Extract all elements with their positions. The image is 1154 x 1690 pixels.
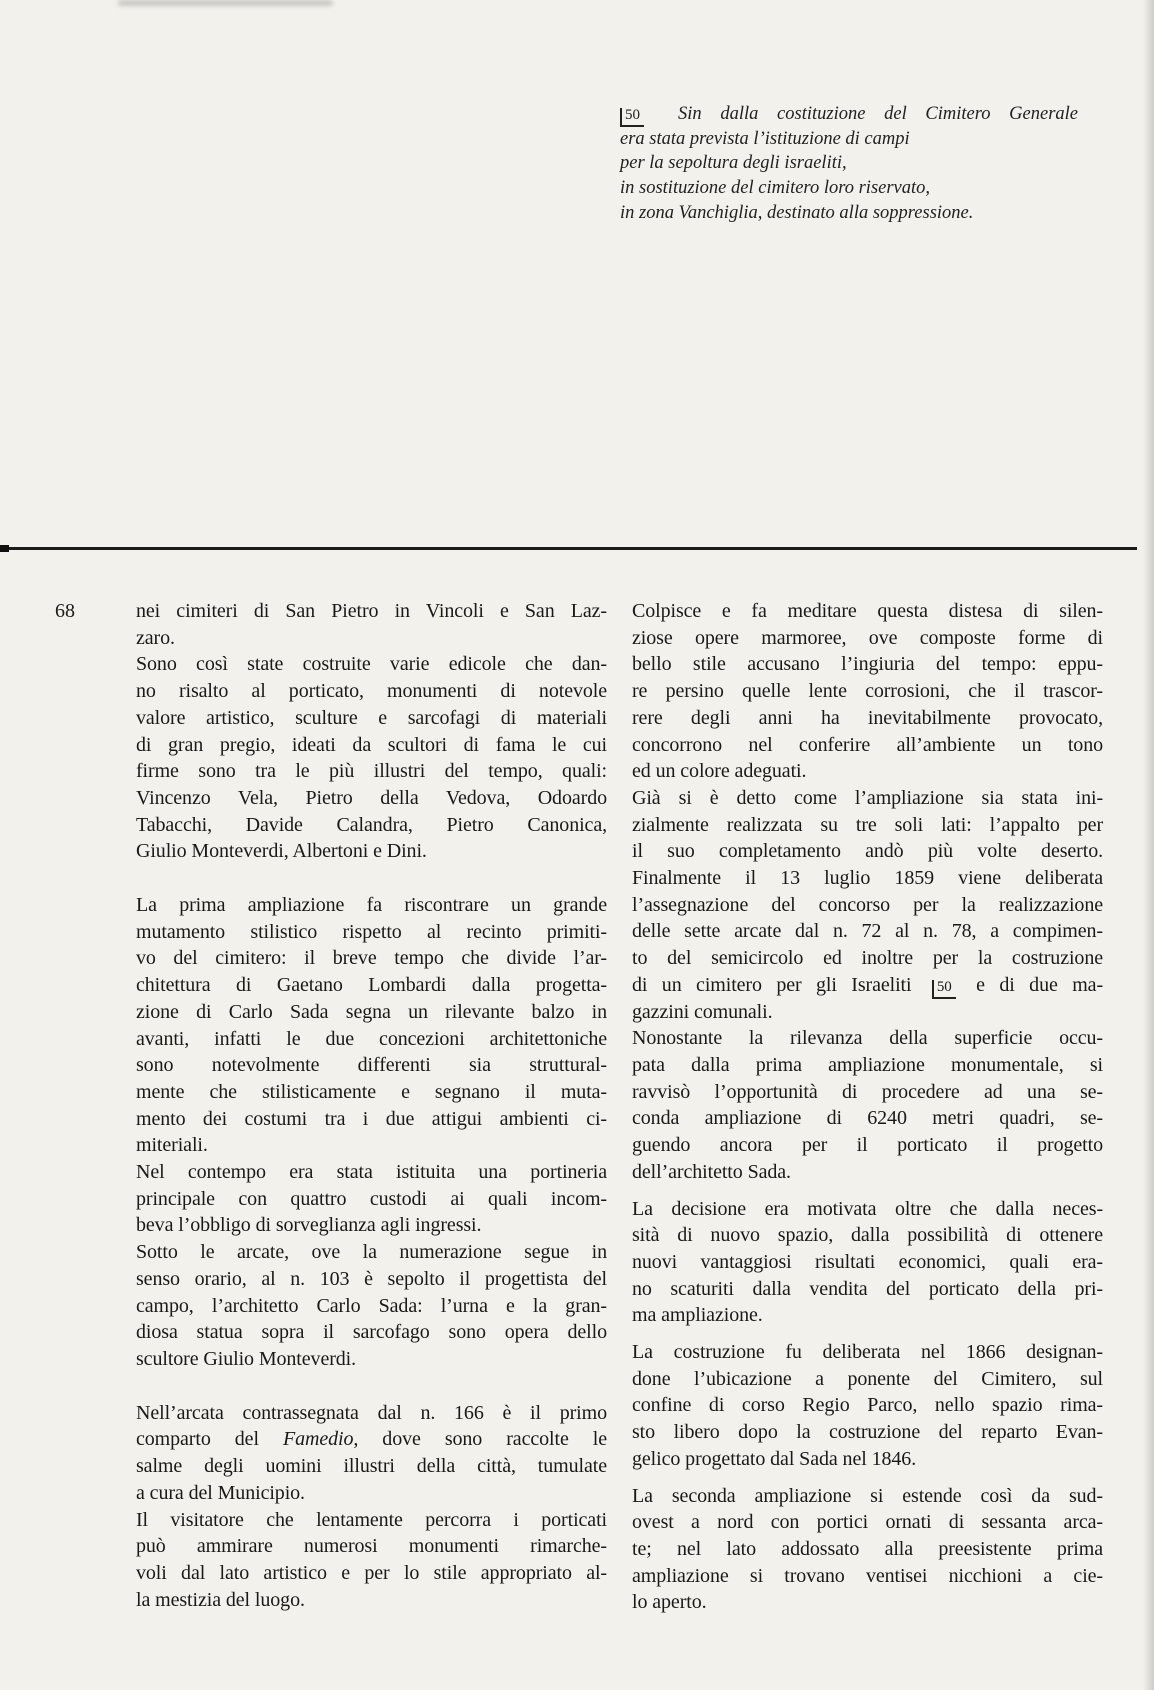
paragraph-block	[632, 1483, 1103, 1617]
footnote-marker: 50	[932, 980, 956, 999]
text-line: salme degli uomini illustri della città, tumulate	[136, 1455, 607, 1478]
text-line: senso orario, al n. 103 è sepolto il progettista del	[136, 1267, 607, 1290]
text-line: valore artistico, sculture e sarcofagi di materiali	[136, 706, 607, 729]
paragraph-block	[632, 1339, 1103, 1473]
text-line: ravvisò l’opportunità di procedere ad una se-	[632, 1080, 1103, 1103]
footnote-lines-container	[620, 127, 1078, 225]
text-line: mento dei costumi tra i due attigui ambienti ci-	[136, 1107, 607, 1130]
paragraph-block	[632, 1196, 1103, 1330]
divider-rule-end	[0, 545, 9, 552]
text-line: sono notevolmente differenti sia struttural-	[136, 1054, 607, 1077]
text-line: beva l’obbligo di sorveglianza agli ingressi.	[136, 1214, 482, 1237]
text-line: mutamento stilistico rispetto al recinto primiti-	[136, 920, 607, 943]
divider-rule	[0, 547, 1137, 550]
text-line: zione di Carlo Sada segna un rilevante balzo in	[136, 1000, 607, 1023]
text-line: guendo ancora per il porticato il progetto	[632, 1134, 1103, 1157]
footnote-line: per la sepoltura degli israeliti,	[620, 153, 847, 174]
paragraph-block	[136, 1400, 607, 1614]
text-line: no risalto al porticato, monumenti di notevole	[136, 680, 607, 703]
text-line: La seconda ampliazione si estende così da sud-	[632, 1484, 1103, 1507]
text-line: Tabacchi, Davide Calandra, Pietro Canonica,	[136, 813, 607, 836]
paragraph-block	[136, 598, 607, 865]
text-line: done l’ubicazione a ponente del Cimitero, sul	[632, 1367, 1103, 1390]
text-line: La costruzione fu deliberata nel 1866 designan-	[632, 1341, 1103, 1364]
paragraph-block	[136, 892, 607, 1373]
text-line: Giulio Monteverdi, Albertoni e Dini.	[136, 840, 427, 863]
text-line: bello stile accusano l’ingiuria del tempo: eppu-	[632, 653, 1103, 676]
text-line: principale con quattro custodi ai quali incom-	[136, 1187, 607, 1210]
text-line: delle sette arcate dal n. 72 al n. 78, a compimen-	[632, 920, 1103, 943]
text-line: vo del cimitero: il breve tempo che divide l’ar-	[136, 947, 607, 970]
text-line: dell’architetto Sada.	[632, 1160, 791, 1183]
text-line: confine di corso Regio Parco, nello spazio rima-	[632, 1394, 1103, 1417]
text-line: Vincenzo Vela, Pietro della Vedova, Odoardo	[136, 786, 607, 809]
text-line: conda ampliazione di 6240 metri quadri, se-	[632, 1107, 1103, 1130]
footnote-line: era stata prevista l’istituzione di campi	[620, 128, 910, 149]
text-line: La decisione era motivata oltre che dalla neces-	[632, 1197, 1103, 1220]
text-line: mente che stilisticamente e segnano il muta-	[136, 1080, 607, 1103]
text-line: Sono così state costruite varie edicole che dan-	[136, 653, 607, 676]
text-line: ziose opere marmoree, ove composte forme di	[632, 626, 1103, 649]
text-line: pata dalla prima ampliazione monumentale, si	[632, 1054, 1103, 1076]
scan-smudge	[118, 0, 333, 6]
text-line: il suo completamento andò più volte deserto.	[632, 840, 1103, 863]
text-line: Nel contempo era stata istituita una portineria	[136, 1161, 607, 1184]
text-line: sto libero dopo la costruzione del reparto Evan-	[632, 1421, 1103, 1444]
text-line: Colpisce e fa meditare questa distesa di silen-	[632, 600, 1103, 622]
text-line: firme sono tra le più illustri del tempo, quali:	[136, 760, 607, 783]
text-line: l’assegnazione del concorso per la realizzazione	[632, 893, 1103, 916]
text-line: re persino quelle lente corrosioni, che il trascor-	[632, 680, 1103, 703]
footnote-line: in sostituzione del cimitero loro riservato,	[620, 177, 931, 198]
text-line: te; nel lato addossato alla preesistente prima	[632, 1537, 1103, 1560]
text-line: sità di nuovo spazio, dalla possibilità di ottenere	[632, 1224, 1103, 1247]
scan-edge-shadow	[1143, 0, 1154, 1690]
text-column-left	[136, 598, 607, 1613]
text-line: può ammirare numerosi monumenti rimarche-	[136, 1535, 607, 1558]
text-line: Già si è detto come l’ampliazione sia stata ini-	[632, 786, 1103, 809]
footnote-line-text: Sin dalla costituzione del Cimitero Generale	[678, 104, 1078, 124]
text-line: di un cimitero per gli Israeliti 50 e di due ma-	[632, 972, 1103, 999]
text-column-right	[632, 598, 1103, 1616]
text-line: a cura del Municipio.	[136, 1481, 305, 1504]
text-line: La prima ampliazione fa riscontrare un grande	[136, 894, 607, 917]
text-line: gelico progettato dal Sada nel 1846.	[632, 1447, 917, 1470]
text-line: avanti, infatti le due concezioni architettoniche	[136, 1027, 607, 1050]
paragraph-block	[632, 598, 1103, 1186]
text-line: diosa statua sopra il sarcofago sono opera dello	[136, 1321, 607, 1344]
text-line: di gran pregio, ideati da scultori di fama le cui	[136, 733, 607, 756]
text-line: gazzini comunali.	[632, 1000, 773, 1023]
footnote-line	[620, 102, 1078, 127]
text-line: ovest a nord con portici ornati di sessanta arca-	[632, 1511, 1103, 1534]
text-line: Il visitatore che lentamente percorra i porticati	[136, 1508, 607, 1531]
text-line: no scaturiti dalla vendita del porticato della pri-	[632, 1277, 1103, 1300]
text-line: ma ampliazione.	[632, 1304, 763, 1327]
text-line: rere degli anni ha inevitabilmente provocato,	[632, 706, 1103, 729]
text-line: voli dal lato artistico e per lo stile appropriato al-	[136, 1561, 607, 1584]
text-line: concorrono nel conferire all’ambiente un tono	[632, 733, 1103, 756]
text-line: campo, l’architetto Carlo Sada: l’urna e la gran-	[136, 1294, 607, 1317]
text-line: Sotto le arcate, ove la numerazione segue in	[136, 1241, 607, 1264]
text-line: comparto del Famedio, dove sono raccolte le	[136, 1428, 607, 1451]
footnote-line: in zona Vanchiglia, destinato alla soppressione.	[620, 202, 974, 223]
text-line: Nonostante la rilevanza della superficie occu-	[632, 1027, 1103, 1050]
text-line: chitettura di Gaetano Lombardi dalla progetta-	[136, 974, 607, 997]
text-line: scultore Giulio Monteverdi.	[136, 1347, 357, 1370]
footnote-marker: 50	[620, 108, 644, 127]
text-line: miteriali.	[136, 1134, 208, 1157]
text-line: la mestizia del luogo.	[136, 1588, 305, 1611]
footnote-caption	[620, 102, 1078, 225]
text-line: Nell’arcata contrassegnata dal n. 166 è il primo	[136, 1401, 607, 1424]
text-line: zaro.	[136, 626, 175, 649]
text-line: Finalmente il 13 luglio 1859 viene deliberata	[632, 867, 1103, 890]
text-line: lo aperto.	[632, 1591, 707, 1614]
text-line: nuovi vantaggiosi risultati economici, quali era-	[632, 1250, 1103, 1273]
text-line: to del semicircolo ed inoltre per la costruzione	[632, 947, 1103, 970]
text-line: ed un colore adeguati.	[632, 760, 807, 783]
text-line: zialmente realizzata su tre soli lati: l’appalto per	[632, 813, 1103, 836]
text-line: ampliazione si trovano ventisei nicchioni a cie-	[632, 1564, 1103, 1587]
text-line: nei cimiteri di San Pietro in Vincoli e San Laz-	[136, 600, 607, 622]
page-number: 68	[55, 600, 75, 622]
